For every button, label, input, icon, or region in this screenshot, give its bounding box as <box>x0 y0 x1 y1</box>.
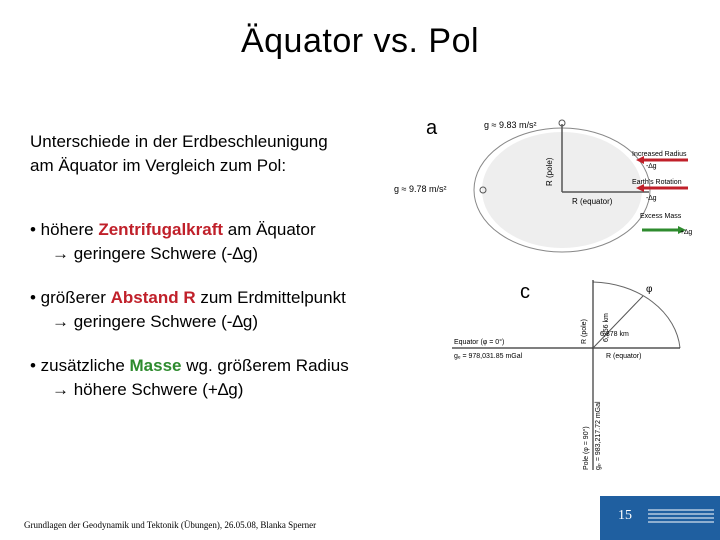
bullet-1-pre: • höhere <box>30 220 99 239</box>
bullet-3-post: wg. größerem Radius <box>181 356 349 375</box>
g-equator-label: g ≈ 9.78 m/s² <box>394 184 447 194</box>
phi-label: φ <box>646 284 653 295</box>
intro-line-1: Unterschiede in der Erdbeschleunigung <box>30 132 328 151</box>
bullet-3-consequence: → höhere Schwere (+∆g) <box>52 380 244 399</box>
increased-radius-label: Increased Radius <box>632 151 687 158</box>
bullet-2-consequence: → geringere Schwere (-∆g) <box>52 312 258 331</box>
g-e-value: gₑ = 978,031.85 mGal <box>454 353 523 360</box>
bullet-2-post: zum Erdmittelpunkt <box>195 288 346 307</box>
bullet-mass <box>30 354 430 402</box>
r-pole-label: R (pole) <box>545 157 554 186</box>
page-number: 15 <box>618 508 632 523</box>
c-r-equator-km: 6,378 km <box>600 331 629 338</box>
figure-a-label: a <box>426 117 438 139</box>
figure-c-gravity-diagram <box>448 270 682 474</box>
intro-line-2: am Äquator im Vergleich zum Pol: <box>30 156 287 175</box>
bullet-centrifugal <box>30 218 430 266</box>
g-p-value: gₚ = 983,217.72 mGal <box>595 401 602 470</box>
r-equator-label: R (equator) <box>572 197 613 206</box>
c-r-equator-label: R (equator) <box>606 353 642 360</box>
figure-a-gravity-diagram <box>392 108 718 258</box>
bullet-1-post: am Äquator <box>223 220 316 239</box>
increased-radius-delta: -∆g <box>646 163 657 170</box>
slide-title: Äquator vs. Pol <box>240 22 480 60</box>
bullet-3-emphasis: Masse <box>129 356 182 375</box>
bullet-1-consequence: → geringere Schwere (-∆g) <box>52 244 258 263</box>
excess-mass-delta: +∆g <box>680 229 693 236</box>
latitude-line <box>593 296 643 348</box>
bullet-distance <box>30 286 430 334</box>
c-r-pole-label: R (pole) <box>581 319 588 344</box>
intro-text <box>30 130 400 178</box>
bullet-2-pre: • größerer <box>30 288 111 307</box>
footer-decoration-lines <box>648 508 714 526</box>
excess-mass-label: Excess Mass <box>640 213 682 220</box>
g-pole-label: g ≈ 9.83 m/s² <box>484 120 537 130</box>
earth-rotation-label: Earth's Rotation <box>632 179 682 186</box>
bullet-1-emphasis: Zentrifugalkraft <box>98 220 224 239</box>
earth-rotation-delta: -∆g <box>646 195 657 202</box>
footer-citation: Grundlagen der Geodynamik und Tektonik (Übungen), 26.05.08, Blanka Sperner <box>24 520 317 530</box>
bullet-3-pre: • zusätzliche <box>30 356 130 375</box>
pole-label: Pole (φ = 90°) <box>583 426 590 470</box>
c-r-pole-km: 6,356 km <box>603 313 610 342</box>
bullet-2-emphasis: Abstand R <box>110 288 196 307</box>
figure-c-label: c <box>520 281 530 303</box>
equator-label: Equator (φ = 0°) <box>454 339 505 346</box>
